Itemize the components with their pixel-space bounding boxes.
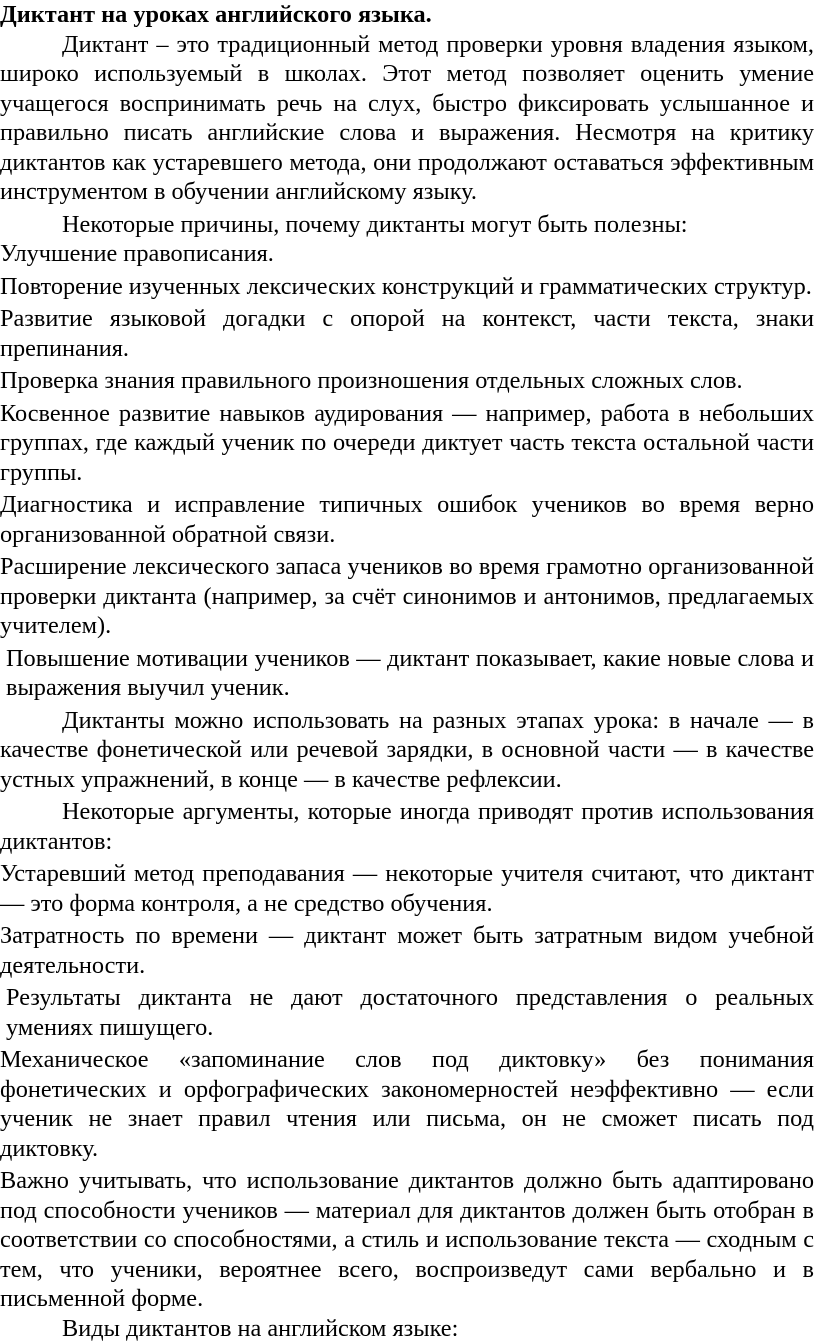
list-item-argument: Результаты диктанта не дают достаточного представления о реальных умениях пишущего. (0, 983, 814, 1042)
paragraph-intro: Диктант – это традиционный метод проверки уровня владения языком, широко используемый в школах. Этот метод позволяет оценить умение учащегося воспринимать речь на слух, быстро фиксировать услышанное и правильно писать английские слова и выражения. Несмотря на критику диктантов как устаревшего метода, они продолжают оставаться эффективным инструментом в обучении английскому языку. (0, 30, 814, 207)
paragraph-reasons-heading: Некоторые причины, почему диктанты могут быть полезны: (0, 210, 814, 240)
paragraph-arguments-heading: Некоторые аргументы, которые иногда приводят против использования диктантов: (0, 797, 814, 856)
paragraph-adaptation: Важно учитывать, что использование диктантов должно быть адаптировано под способности учеников — материал для диктантов должен быть отобран в соответствии со способностями, а стиль и использование текста — сходным с тем, что ученики, вероятнее всего, воспроизведут сами вербально и в письменной форме. (0, 1166, 814, 1314)
paragraph-lesson-stages: Диктанты можно использовать на разных этапах урока: в начале — в качестве фонетической или речевой зарядки, в основной части — в качестве устных упражнений, в конце — в качестве рефлексии. (0, 706, 814, 795)
list-item-reason: Повышение мотивации учеников — диктант показывает, какие новые слова и выражения выучил ученик. (0, 644, 814, 703)
paragraph-types-heading: Виды диктантов на английском языке: (0, 1314, 814, 1343)
list-item-reason: Улучшение правописания. (0, 239, 814, 269)
list-item-argument: Механическое «запоминание слов под диктовку» без понимания фонетических и орфографических закономерностей неэффективно — если ученик не знает правил чтения или письма, он не сможет писать под диктовку. (0, 1045, 814, 1163)
list-item-reason: Развитие языковой догадки с опорой на контекст, части текста, знаки препинания. (0, 304, 814, 363)
list-item-argument: Затратность по времени — диктант может быть затратным видом учебной деятельности. (0, 921, 814, 980)
list-item-reason: Повторение изученных лексических конструкций и грамматических структур. (0, 272, 814, 302)
list-item-reason: Косвенное развитие навыков аудирования — например, работа в небольших группах, где каждый ученик по очереди диктует часть текста остальной части группы. (0, 399, 814, 488)
list-item-reason: Расширение лексического запаса учеников во время грамотно организованной проверки диктанта (например, за счёт синонимов и антонимов, предлагаемых учителем). (0, 552, 814, 641)
document-title: Диктант на уроках английского языка. (0, 0, 814, 30)
list-item-argument: Устаревший метод преподавания — некоторые учителя считают, что диктант — это форма контроля, а не средство обучения. (0, 859, 814, 918)
list-item-reason: Проверка знания правильного произношения отдельных сложных слов. (0, 366, 814, 396)
list-item-reason: Диагностика и исправление типичных ошибок учеников во время верно организованной обратной связи. (0, 490, 814, 549)
